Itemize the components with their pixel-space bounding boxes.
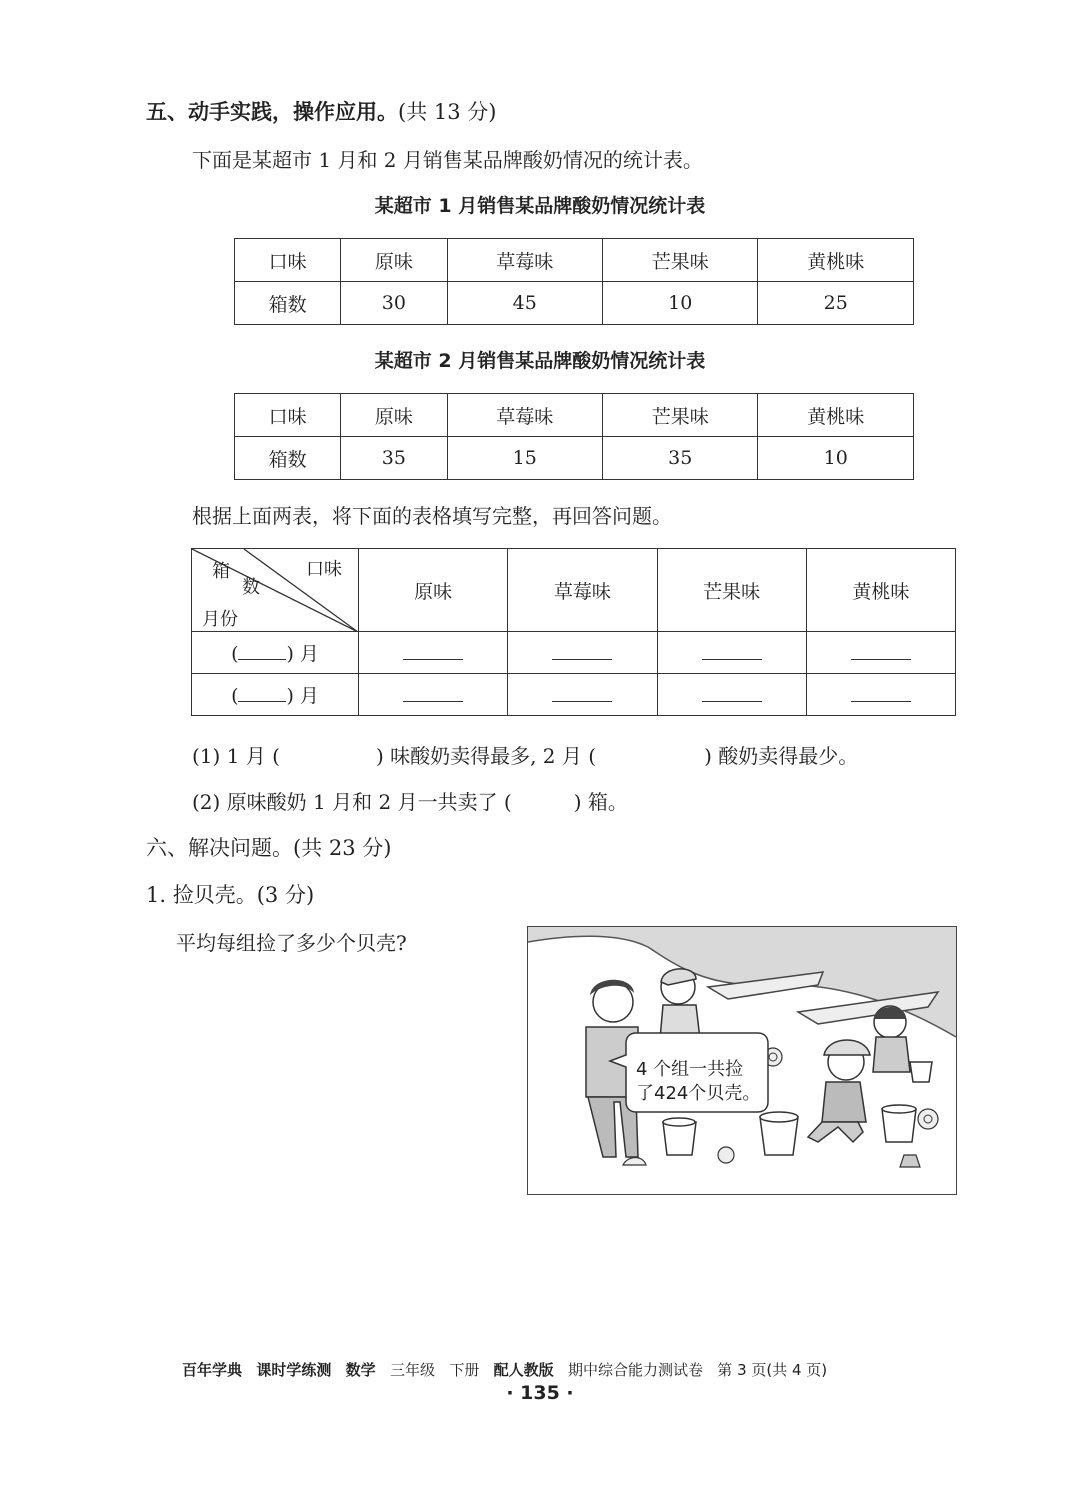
page-number: · 135 · [506, 1382, 574, 1404]
table-cell: 箱数 [235, 282, 341, 325]
instruction: 根据上面两表，将下面的表格填写完整，再回答问题。 [192, 504, 672, 528]
section6-heading-text: 六、解决问题。 [146, 836, 293, 860]
table-cell: 箱数 [235, 437, 341, 480]
table-cell: 原味 [341, 239, 447, 282]
table-cell: 芒果味 [602, 239, 757, 282]
answer-blank[interactable] [702, 641, 762, 660]
diag-label-box1: 箱 [212, 561, 230, 582]
footer [182, 1359, 827, 1380]
section6-score: (共 23 分) [293, 836, 392, 860]
table-cell: 原味 [341, 394, 447, 437]
speech-line-2: 了424个贝壳。 [636, 1083, 761, 1104]
answer-cell[interactable] [359, 674, 508, 716]
footer-volume: 下册 [449, 1361, 480, 1379]
table-cell: 草莓味 [447, 239, 602, 282]
fill-row-1 [192, 632, 956, 674]
table-cell: 45 [447, 282, 602, 325]
question-1: (1) 1 月 ( ) 味酸奶卖得最多, 2 月 ( ) 酸奶卖得最少。 [192, 744, 859, 768]
table1-data-row [235, 282, 914, 325]
diag-label-flavor: 口味 [306, 559, 342, 580]
fill-table [191, 548, 956, 716]
answer-cell[interactable] [806, 674, 955, 716]
answer-blank[interactable] [552, 683, 612, 702]
answer-blank[interactable] [851, 683, 911, 702]
answer-cell[interactable] [359, 632, 508, 674]
table-cell: 30 [341, 282, 447, 325]
month-blank[interactable] [238, 641, 286, 660]
section6-heading [146, 832, 391, 862]
footer-brand: 百年学典 [182, 1361, 243, 1379]
fill-table-header-row [192, 549, 956, 632]
question-2: (2) 原味酸奶 1 月和 2 月一共卖了 ( ) 箱。 [192, 790, 628, 814]
table2-data-row [235, 437, 914, 480]
answer-cell[interactable] [657, 632, 806, 674]
diag-label-box2: 数 [242, 577, 260, 598]
section5-score: (共 13 分) [398, 100, 497, 124]
table2-header-row [235, 394, 914, 437]
column-header: 原味 [359, 549, 508, 632]
answer-cell[interactable] [508, 632, 657, 674]
answer-cell[interactable] [657, 674, 806, 716]
table-cell: 35 [602, 437, 757, 480]
footer-page-info: 第 3 页(共 4 页) [717, 1361, 828, 1379]
section5-heading [146, 96, 496, 126]
table-cell: 15 [447, 437, 602, 480]
table-cell: 黄桃味 [758, 239, 914, 282]
answer-cell[interactable] [508, 674, 657, 716]
answer-blank[interactable] [851, 641, 911, 660]
footer-series: 课时学练测 [256, 1361, 332, 1379]
speech-line-1: 4 个组一共捡 [636, 1059, 744, 1080]
diagonal-header-cell [192, 549, 359, 632]
column-header: 黄桃味 [806, 549, 955, 632]
footer-edition: 配人教版 [493, 1361, 554, 1379]
answer-blank[interactable] [552, 641, 612, 660]
beach-illustration [527, 926, 957, 1195]
table2 [234, 393, 914, 480]
table-cell: 35 [341, 437, 447, 480]
table-cell: 黄桃味 [758, 394, 914, 437]
table-cell: 25 [758, 282, 914, 325]
section5-intro: 下面是某超市 1 月和 2 月销售某品牌酸奶情况的统计表。 [192, 148, 703, 172]
footer-grade: 三年级 [389, 1361, 435, 1379]
problem1-question: 平均每组捡了多少个贝壳? [176, 931, 407, 955]
table1-title: 某超市 1 月销售某品牌酸奶情况统计表 [374, 195, 706, 217]
table-cell: 口味 [235, 394, 341, 437]
table-cell: 10 [758, 437, 914, 480]
problem1-title: 1. 捡贝壳。(3 分) [146, 883, 315, 907]
month-blank[interactable] [238, 683, 286, 702]
table1 [234, 238, 914, 325]
month-label-cell: ( ) 月 [192, 674, 359, 716]
table-cell: 口味 [235, 239, 341, 282]
column-header: 草莓味 [508, 549, 657, 632]
table2-title: 某超市 2 月销售某品牌酸奶情况统计表 [374, 350, 706, 372]
month-label-cell: ( ) 月 [192, 632, 359, 674]
footer-subject: 数学 [345, 1361, 376, 1379]
section5-heading-text: 五、动手实践，操作应用。 [146, 99, 398, 124]
table-cell: 10 [602, 282, 757, 325]
answer-blank[interactable] [702, 683, 762, 702]
diag-label-month: 月份 [202, 609, 238, 630]
answer-blank[interactable] [403, 641, 463, 660]
table-cell: 芒果味 [602, 394, 757, 437]
answer-cell[interactable] [806, 632, 955, 674]
fill-row-2 [192, 674, 956, 716]
answer-blank[interactable] [403, 683, 463, 702]
column-header: 芒果味 [657, 549, 806, 632]
table1-header-row [235, 239, 914, 282]
footer-test-name: 期中综合能力测试卷 [567, 1361, 703, 1379]
table-cell: 草莓味 [447, 394, 602, 437]
